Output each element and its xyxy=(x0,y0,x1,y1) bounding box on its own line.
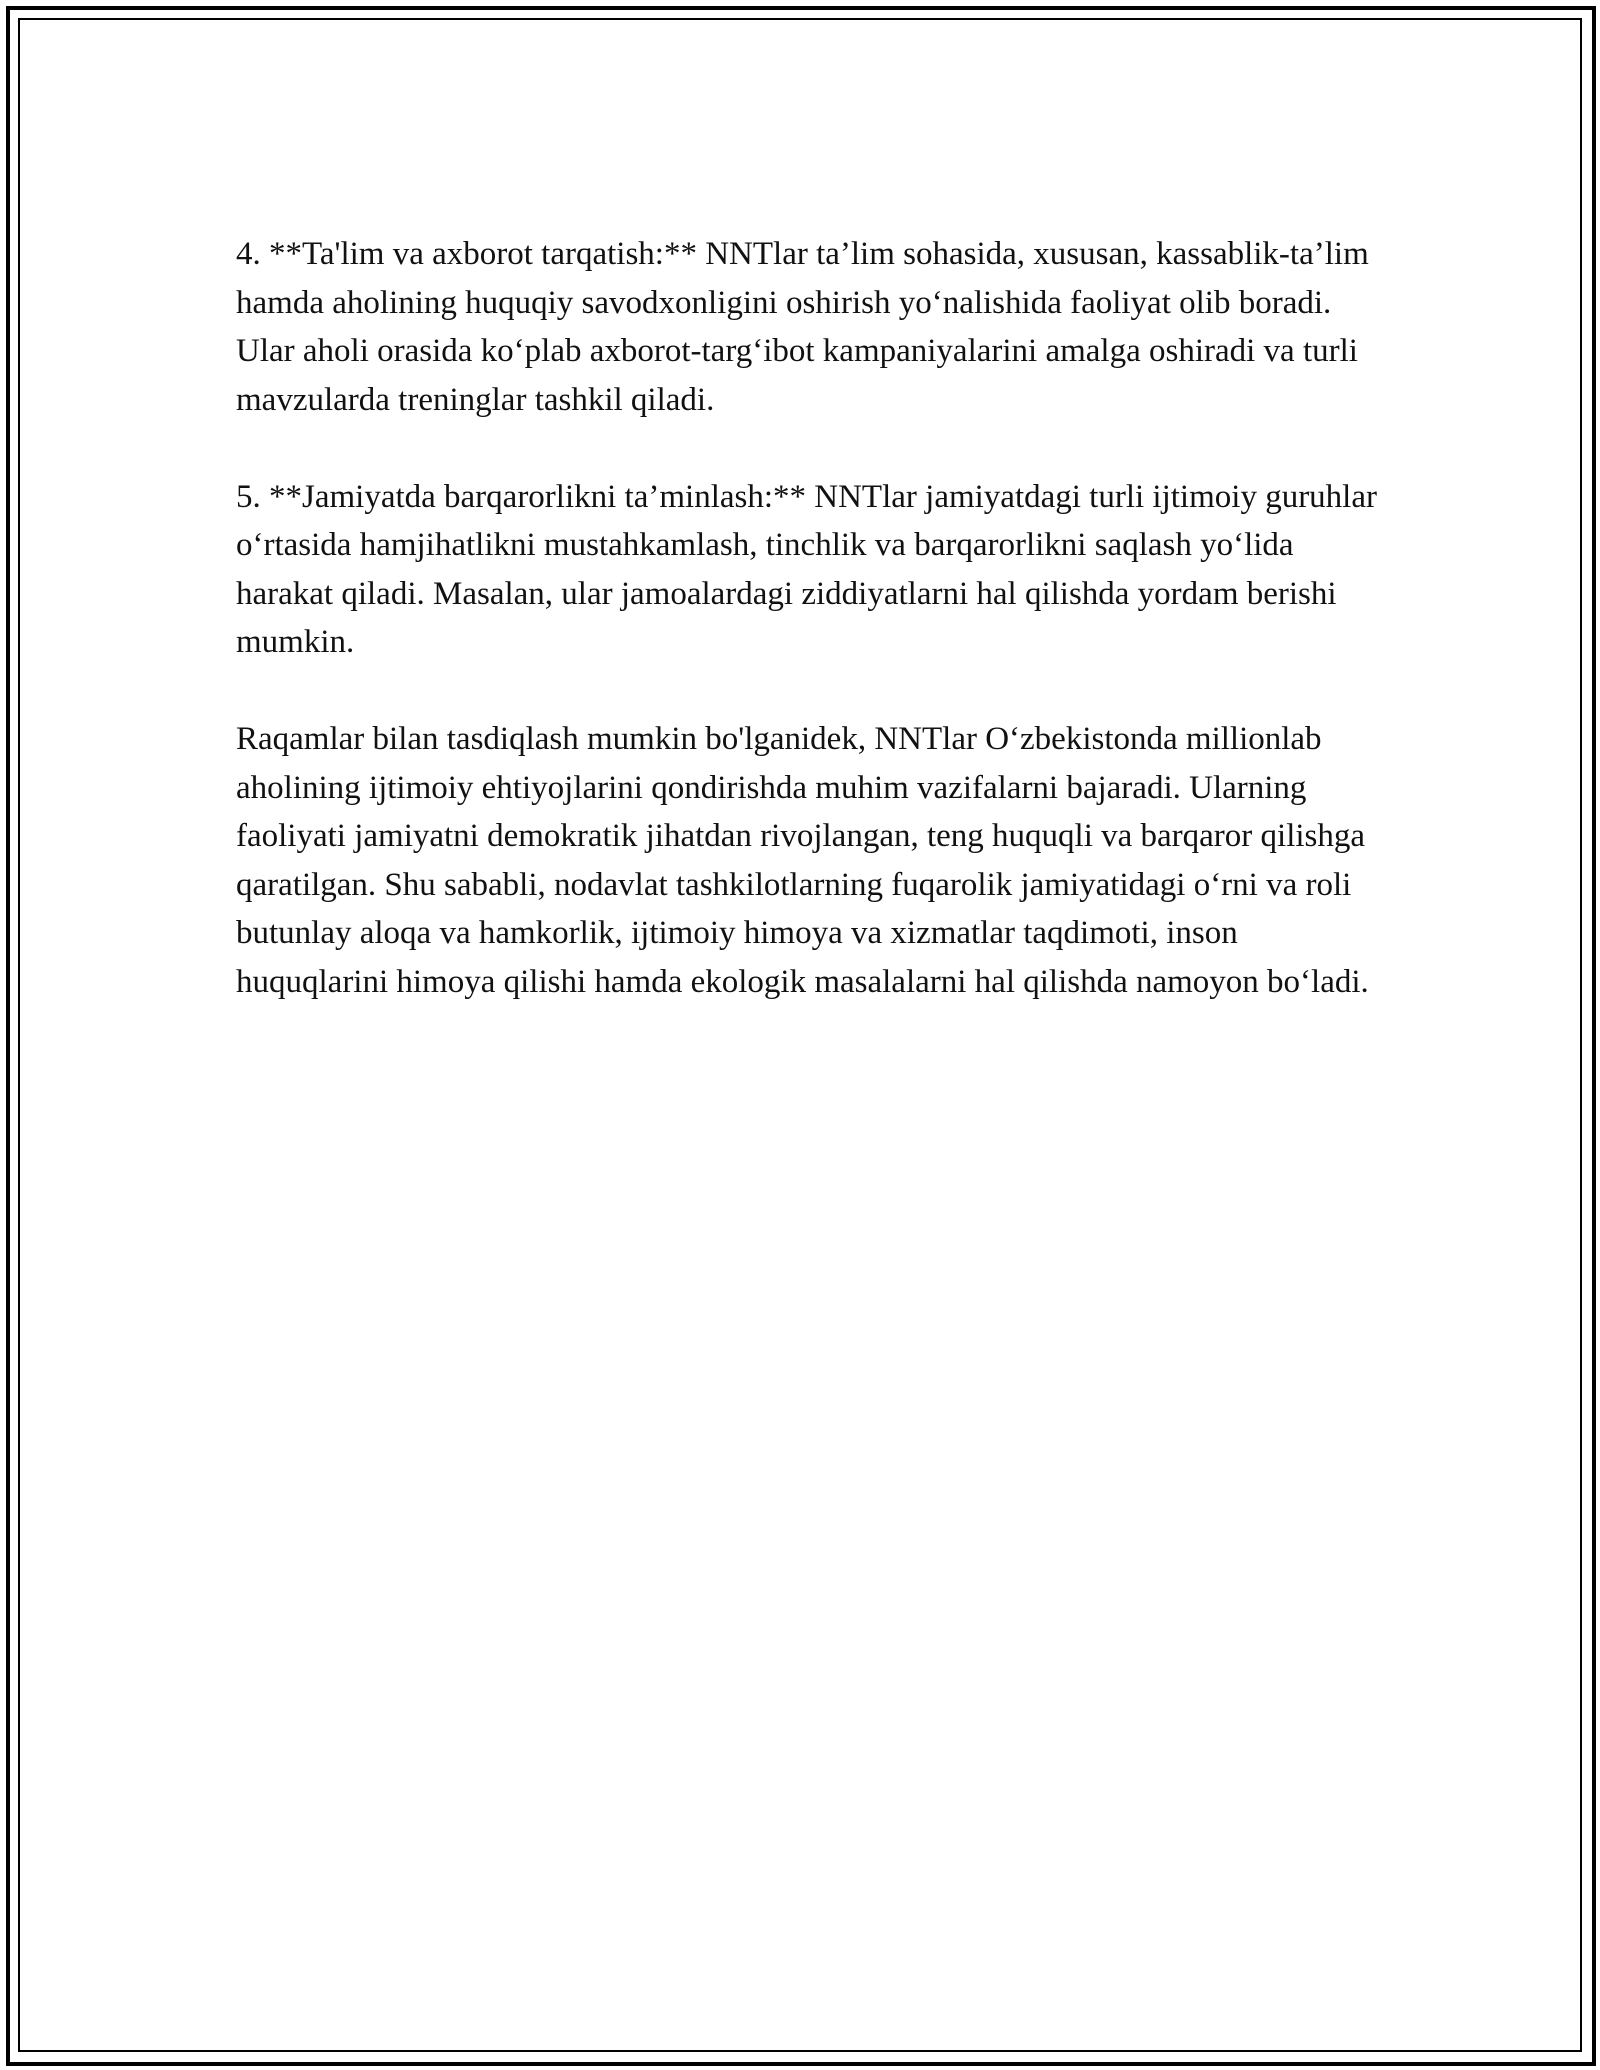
paragraph-conclusion: Raqamlar bilan tasdiqlash mumkin bo'lganidek, NNTlar Oʻzbekistonda millionlab aholining ijtimoiy ehtiyojlarini qondirishda muhim vazifalarni bajaradi. Ularning faoliyati jamiyatni demokratik jihatdan rivojlangan, teng huquqli va barqaror qilishga qaratilgan. Shu sababli, nodavlat tashkilotlarning fuqarolik jamiyatidagi oʻrni va roli butunlay aloqa va hamkorlik, ijtimoiy himoya va xizmatlar taqdimoti, inson huquqlarini himoya qilishi hamda ekologik masalalarni hal qilishda namoyon boʻladi. xyxy=(236,721,1369,1000)
document-body xyxy=(236,230,1386,1006)
paragraph-education: 4. **Ta'lim va axborot tarqatish:** NNTlar ta’lim sohasida, xususan, kassablik-ta’lim hamda aholining huquqiy savodxonligini oshirish yoʻnalishida faoliyat olib boradi. Ular aholi orasida koʻplab axborot-targʻibot kampaniyalarini amalga oshiradi va turli mavzularda treninglar tashkil qiladi. xyxy=(236,236,1369,418)
paragraph-stability: 5. **Jamiyatda barqarorlikni ta’minlash:** NNTlar jamiyatdagi turli ijtimoiy guruhlar oʻrtasida hamjihatlikni mustahkamlash, tinchlik va barqarorlikni saqlash yoʻlida harakat qiladi. Masalan, ular jamoalardagi ziddiyatlarni hal qilishda yordam berishi mumkin. xyxy=(236,478,1377,660)
